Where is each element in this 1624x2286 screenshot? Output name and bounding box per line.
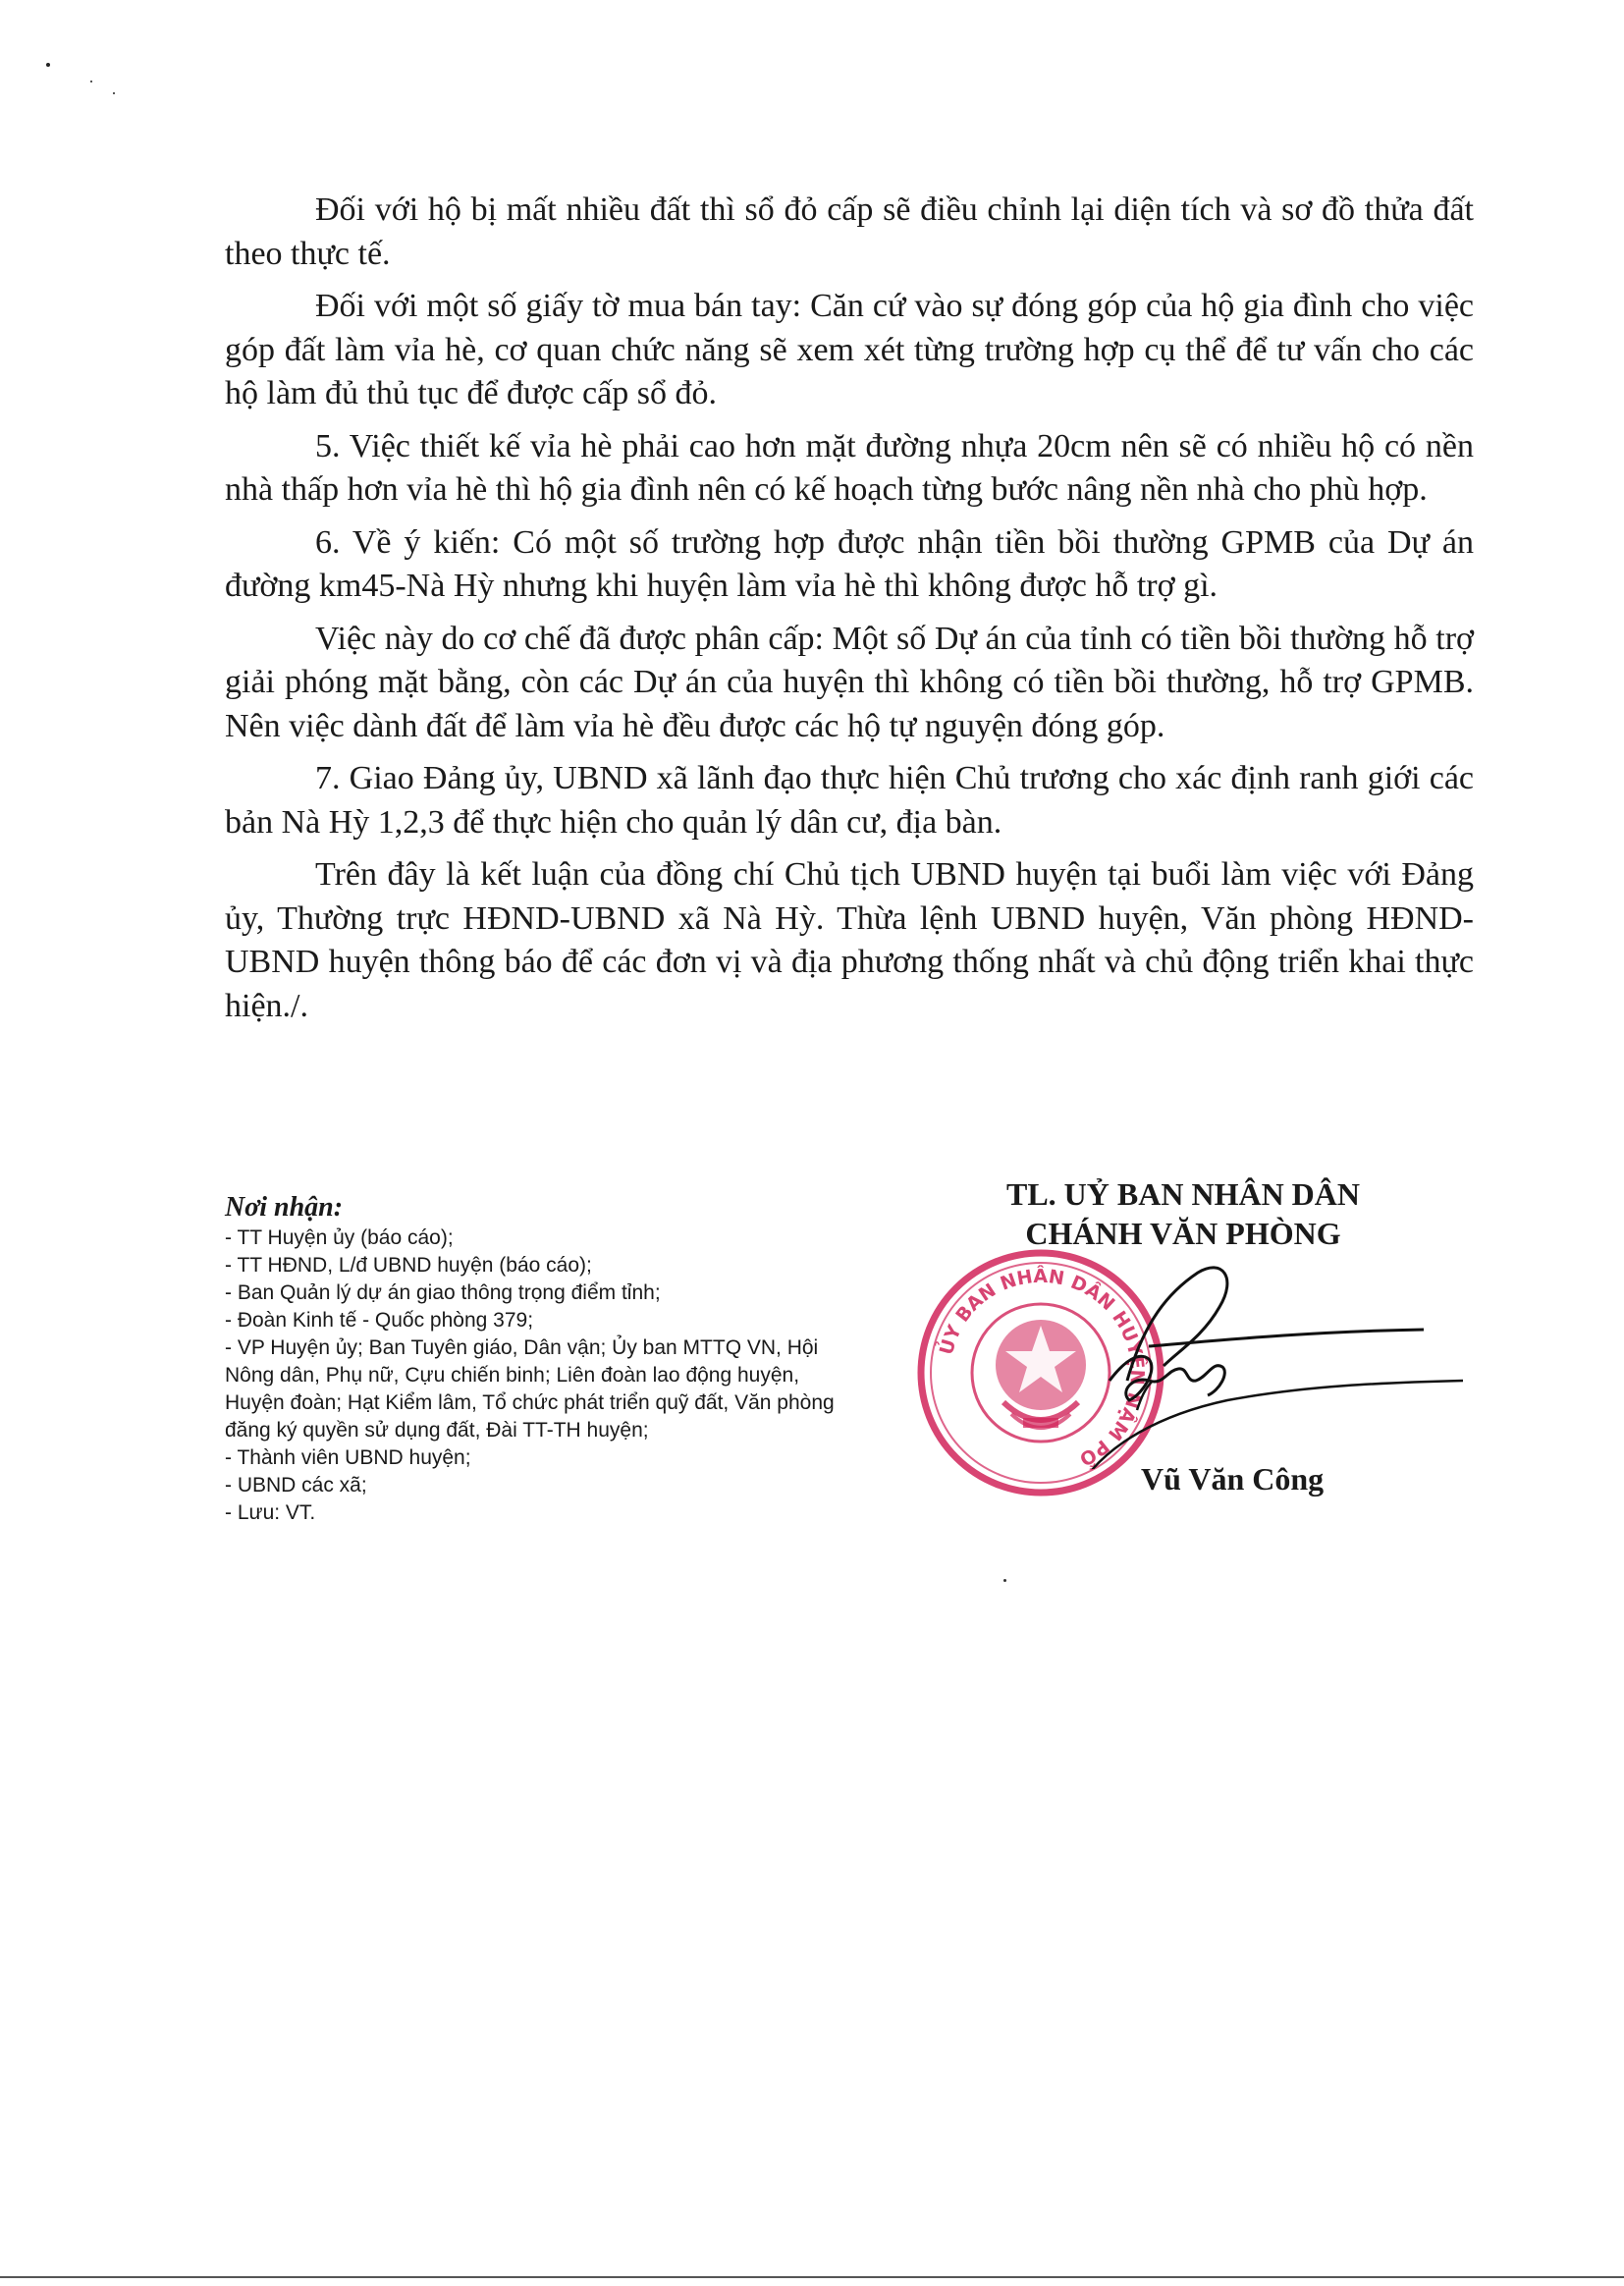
recipient-item: - Lưu: VT. (225, 1501, 316, 1524)
recipient-item: - UBND các xã; (225, 1474, 367, 1497)
recipients-title: Nơi nhận: (225, 1192, 344, 1223)
recipient-item: - TT HĐND, L/đ UBND huyện (báo cáo); (225, 1254, 592, 1277)
recipient-item: - Đoàn Kinh tế - Quốc phòng 379; (225, 1309, 534, 1332)
recipient-item: - VP Huyện ủy; Ban Tuyên giáo, Dân vận; Ủy ban MTTQ VN, Hội Nông dân, Phụ nữ, Cựu chiến binh; Liên đoàn lao động huyện, Huyện đoàn; Hạt Kiểm lâm, Tổ chức phát triển quỹ đất, Văn phòng đăng ký quyền sử dụng đất, Đài TT-TH huyện; (225, 1336, 835, 1442)
document-body (225, 189, 1474, 1037)
handwritten-signature (1051, 1233, 1502, 1469)
scan-speck (90, 81, 92, 82)
seal-text: ỦY BAN NHÂN DÂN HUYỆN NẬM PỒ (935, 1265, 1149, 1470)
paragraph: 7. Giao Đảng ủy, UBND xã lãnh đạo thực hiện Chủ trương cho xác định ranh giới các bản Nà Hỳ 1,2,3 để thực hiện cho quản lý dân cư, địa bàn. (225, 760, 1474, 841)
recipients-list (225, 1191, 853, 1527)
paragraph: Việc này do cơ chế đã được phân cấp: Một số Dự án của tỉnh có tiền bồi thường hỗ trợ giải phóng mặt bằng, còn các Dự án của huyện thì không có tiền bồi thường, hỗ trợ GPMB. Nên việc dành đất để làm vỉa hè đều được các hộ tự nguyện đóng góp. (225, 620, 1474, 744)
scan-speck (46, 63, 50, 67)
scan-speck (113, 92, 115, 94)
paragraph: Đối với hộ bị mất nhiều đất thì sổ đỏ cấp sẽ điều chỉnh lại diện tích và sơ đồ thửa đất theo thực tế. (225, 191, 1474, 272)
paragraph: Trên đây là kết luận của đồng chí Chủ tịch UBND huyện tại buổi làm việc với Đảng ủy, Thường trực HĐND-UBND xã Nà Hỳ. Thừa lệnh UBND huyện, Văn phòng HĐND-UBND huyện thông báo để các đơn vị và địa phương thống nhất và chủ động triển khai thực hiện./. (225, 856, 1474, 1024)
signer-name: Vũ Văn Công (1141, 1461, 1325, 1497)
recipient-item: - TT Huyện ủy (báo cáo); (225, 1226, 454, 1249)
signature-block (913, 1174, 1502, 1528)
scan-speck (1003, 1579, 1006, 1582)
page-edge-line (0, 2276, 1624, 2278)
recipient-item: - Thành viên UBND huyện; (225, 1446, 471, 1469)
recipient-item: - Ban Quản lý dự án giao thông trọng điểm tỉnh; (225, 1281, 661, 1304)
signature-position: CHÁNH VĂN PHÒNG (1025, 1216, 1341, 1251)
paragraph: Đối với một số giấy tờ mua bán tay: Căn cứ vào sự đóng góp của hộ gia đình cho việc góp đất làm vỉa hè, cơ quan chức năng sẽ xem xét từng trường hợp cụ thể để tư vấn cho các hộ làm đủ thủ tục để được cấp sổ đỏ. (225, 288, 1474, 411)
paragraph: 6. Về ý kiến: Có một số trường hợp được nhận tiền bồi thường GPMB của Dự án đường km45-Nà Hỳ nhưng khi huyện làm vỉa hè thì không được hỗ trợ gì. (225, 523, 1474, 604)
paragraph: 5. Việc thiết kế vỉa hè phải cao hơn mặt đường nhựa 20cm nên sẽ có nhiều hộ có nền nhà thấp hơn vỉa hè thì hộ gia đình nên có kế hoạch từng bước nâng nền nhà cho phù hợp. (225, 427, 1474, 508)
signature-authority: TL. UỶ BAN NHÂN DÂN (1005, 1176, 1360, 1212)
